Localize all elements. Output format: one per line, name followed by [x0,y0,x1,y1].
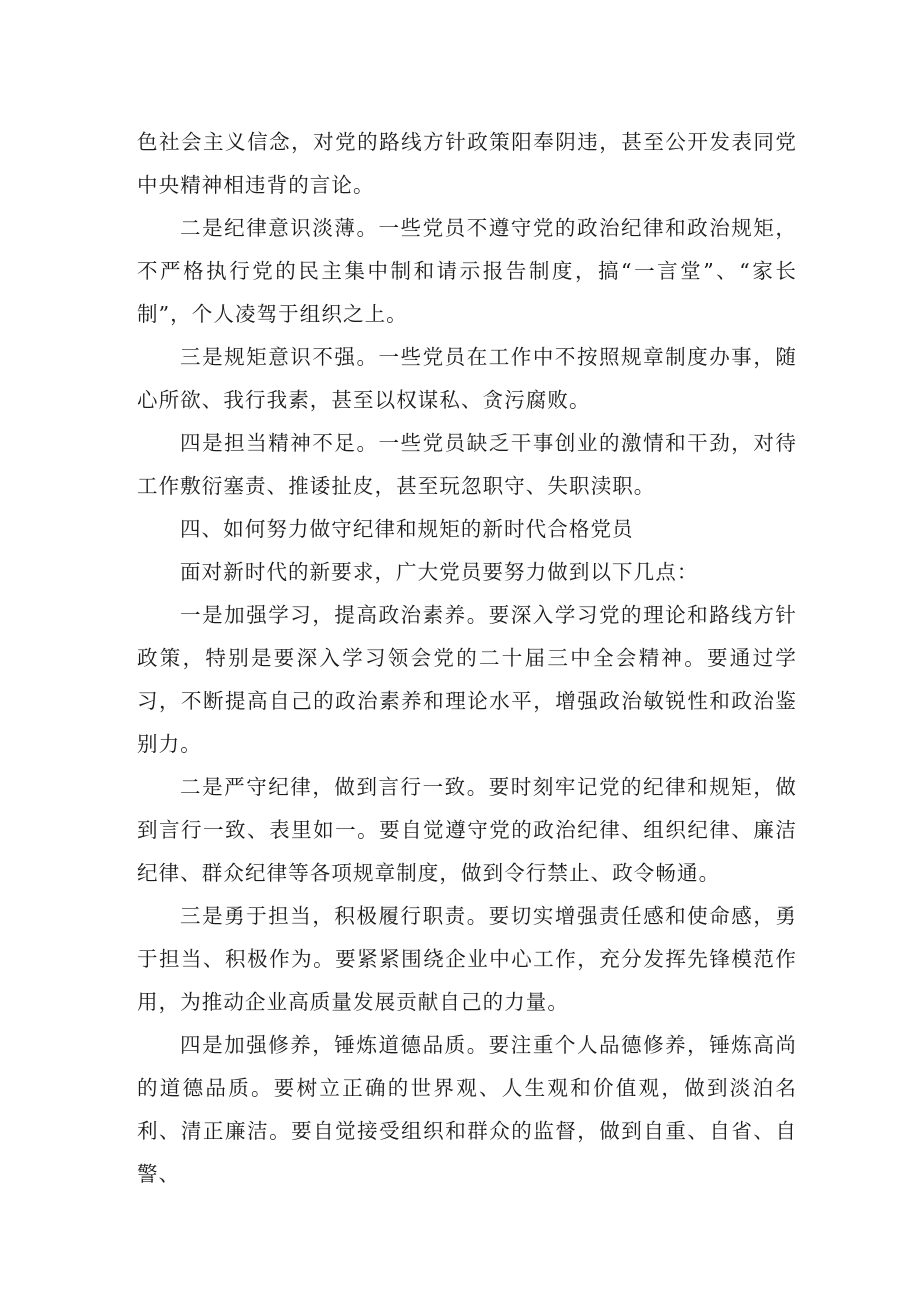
body-text [137,121,797,1196]
paragraph-responsibility-lacking: 四是担当精神不足。一些党员缺乏干事创业的激情和干劲，对待工作敷衍塞责、推诿扯皮，甚至玩忽职守、失职渎职。 [137,431,797,498]
paragraph-rules-weak: 三是规矩意识不强。一些党员在工作中不按照规章制度办事，随心所欲、我行我素，甚至以权谋私、贪污腐败。 [137,345,797,412]
paragraph-point-morality: 四是加强修养，锤炼道德品质。要注重个人品德修养，锤炼高尚的道德品质。要树立正确的世界观、人生观和价值观，做到淡泊名利、清正廉洁。要自觉接受组织和群众的监督，做到自重、自省、自警、 [137,1033,797,1186]
paragraph-intro: 面对新时代的新要求，广大党员要努力做到以下几点： [180,560,699,584]
section-heading: 四、如何努力做守纪律和规矩的新时代合格党员 [180,517,634,541]
paragraph-point-discipline: 二是严守纪律，做到言行一致。要时刻牢记党的纪律和规矩，做到言行一致、表里如一。要自觉遵守党的政治纪律、组织纪律、廉洁纪律、群众纪律等各项规章制度，做到令行禁止、政令畅通。 [137,775,797,885]
paragraph-point-study: 一是加强学习，提高政治素养。要深入学习党的理论和路线方针政策，特别是要深入学习领会党的二十届三中全会精神。要通过学习，不断提高自己的政治素养和理论水平，增强政治敏锐性和政治鉴别力。 [137,603,797,756]
paragraph-continuation: 色社会主义信念，对党的路线方针政策阳奉阴违，甚至公开发表同党中央精神相违背的言论。 [137,130,797,197]
paragraph-point-responsibility: 三是勇于担当，积极履行职责。要切实增强责任感和使命感，勇于担当、积极作为。要紧紧围绕企业中心工作，充分发挥先锋模范作用，为推动企业高质量发展贡献自己的力量。 [137,904,797,1014]
paragraph-discipline-weak: 二是纪律意识淡薄。一些党员不遵守党的政治纪律和政治规矩，不严格执行党的民主集中制和请示报告制度，搞“一言堂”、“家长制”，个人凌驾于组织之上。 [137,216,797,326]
